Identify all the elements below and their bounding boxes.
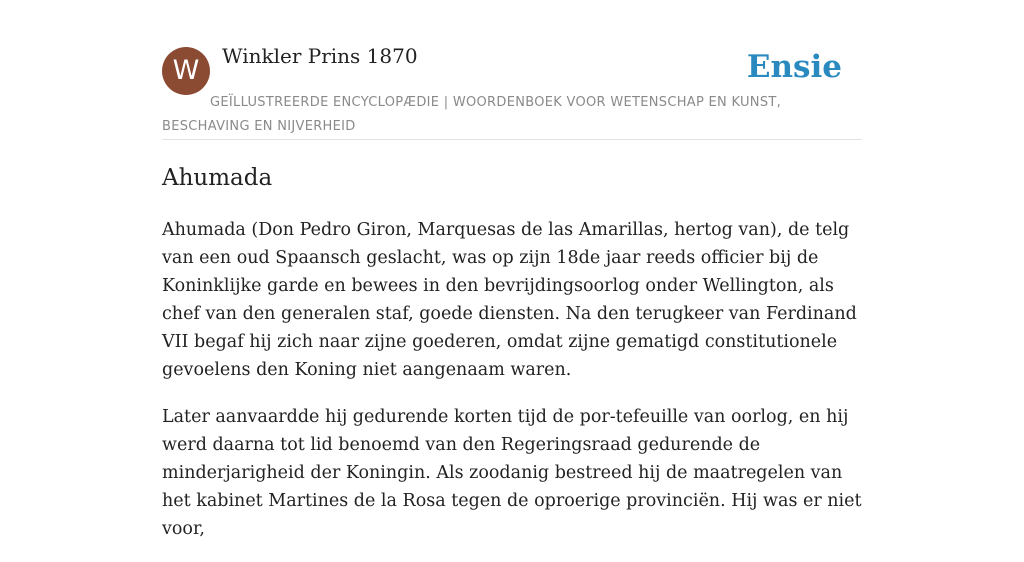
source-avatar[interactable]: W: [162, 47, 210, 95]
source-subtitle: GEÏLLUSTREERDE ENCYCLOPÆDIE | WOORDENBOEK VOOR WETENSCHAP EN KUNST, BESCHAVING EN NIJVERHEID: [162, 95, 782, 134]
source-title-link[interactable]: Winkler Prins 1870: [222, 44, 418, 68]
article-title: Ahumada: [162, 165, 273, 191]
ensie-logo[interactable]: Ensie: [746, 49, 842, 85]
article-paragraph: Later aanvaardde hij gedurende korten tijd de por-tefeuille van oorlog, en hij werd daarna tot lid benoemd van den Regeringsraad gedurende de minderjarigheid der Koningin. Als zoodanig bestreed hij de maatregelen van het kabinet Martines de la Rosa tegen de oproerige provinciën. Hij was er niet voor,: [162, 407, 862, 539]
article-paragraph: Ahumada (Don Pedro Giron, Marquesas de las Amarillas, hertog van), de telg van een oud Spaansch geslacht, was op zijn 18de jaar reeds officier bij de Koninklijke garde en bewees in den bevrijdingsoorlog onder Wellington, als chef van den generalen staf, goede diensten. Na den terugkeer van Ferdinand VII begaf hij zich naar zijne goederen, omdat zijne gematigd constitutionele gevoelens den Koning niet aangenaam waren.: [162, 220, 857, 380]
source-header: [162, 0, 862, 140]
content-column: [162, 0, 862, 539]
article-body: [162, 216, 862, 562]
